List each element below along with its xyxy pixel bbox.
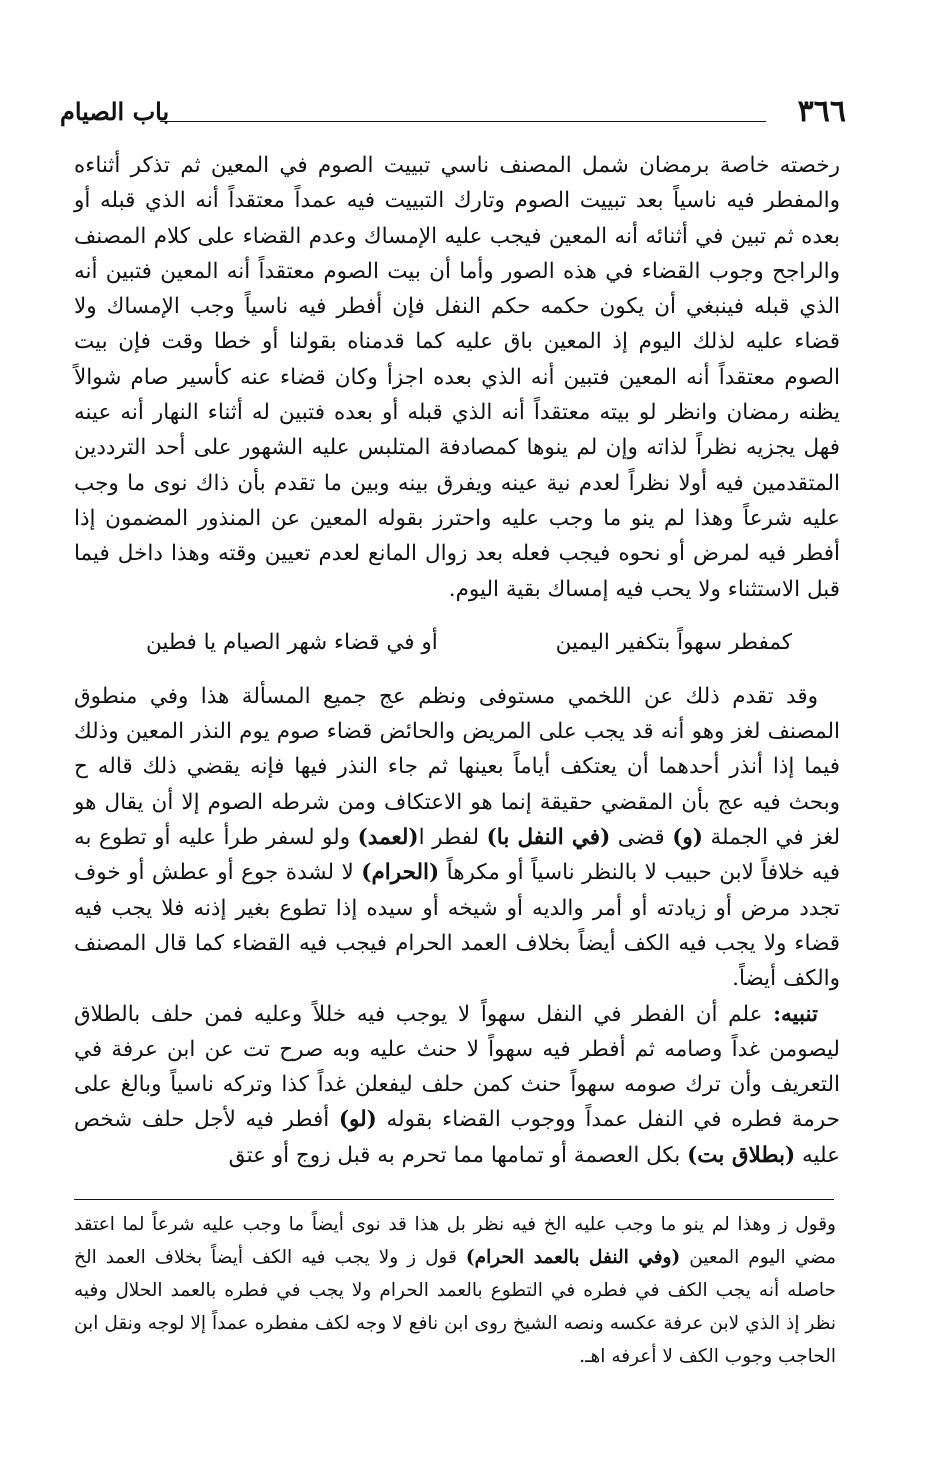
paragraph-2 bbox=[74, 679, 840, 997]
paragraph-2-text: ولو لسفر طرأ عليه أو تطوع به فيه خلافاً لابن حبيب لا بالنظر ناسياً أو مكرهاً bbox=[74, 825, 840, 886]
footnote-rule bbox=[74, 1199, 834, 1200]
matn-quote: (لو) bbox=[338, 1107, 377, 1133]
footnote-text bbox=[74, 1208, 836, 1373]
matn-quote: (و) bbox=[672, 825, 703, 851]
matn-quote: (بطلاق بت) bbox=[687, 1142, 796, 1168]
section-title: باب الصيام bbox=[60, 97, 170, 126]
paragraph-2-text: وقد تقدم ذلك عن اللخمي مستوفى ونظم عج جميع المسألة هذا وفي منطوق المصنف لغز وهو أنه قد يجب على المريض والحائض قضاء صوم يوم النذر المعين وذلك فيما إذا أنذر أحدهما أن يعتكف أياماً بعينها ثم جاء النذر فيها فإنه يقضي ذلك قاله ح وبحث فيه عج بأن المقضي حقيقة إنما هو الاعتكاف ومن شرطه الصوم إلا أن يقال هو لغز في الجملة bbox=[74, 683, 841, 851]
paragraph-1: رخصته خاصة برمضان شمل المصنف ناسي تبييت الصوم في المعين ثم تذكر أثناءه والمفطر فيه ناسياً بعد تبييت الصوم وتارك التبييت فيه عمداً معتقداً أنه الذي قبله أو بعده ثم تبين في أثنائه أنه المعين فيجب عليه الإمساك وعدم القضاء على كلام المصنف والراجح وجوب القضاء في هذه الصور وأما أن بيت الصوم معتقداً أنه المعين فتبين أنه الذي قبله فينبغي أن يكون حكمه حكم النفل فإن أفطر فيه ناسياً وجب الإمساك ولا قضاء عليه لذلك اليوم إذ المعين باق عليه كما قدمناه بقولنا أو خطا وقت فإن بيت الصوم معتقداً أنه المعين فتبين أنه الذي بعده اجزأ وكان قضاء عنه كأسير صام شوالاً يظنه رمضان وانظر لو بيته معتقداً أنه الذي قبله أو بعده فتبين له أثناء النهار أنه عينه فهل يجزيه نظراً لذاته وإن لم ينوها كمصادفة المتلبس عليه الشهور على أحد الترددين المتقدمين فيه أولا نظراً لعدم نية عينه ويفرق بينه وبين ما تقدم بأن ذاك نوى ما وجب عليه شرعاً وهذا لم ينو ما وجب عليه واحترز بقوله المعين عن المنذور المضمون إذا أفطر فيه لمرض أو نحوه فيجب فعله بعد زوال المانع لعدم تعيين وقته وهذا داخل فيما قبل الاستثناء ولا يحب فيه إمساك بقية اليوم. bbox=[74, 153, 841, 602]
paragraph-3-text: بكل العصمة أو تمامها مما تحرم به قبل زوج أو عتق bbox=[228, 1142, 681, 1168]
paragraph-2-text: لفطر ا bbox=[418, 825, 480, 851]
paragraph-2-text: قضى bbox=[617, 825, 665, 851]
verse bbox=[74, 607, 840, 679]
page-number: ٣٦٦ bbox=[797, 94, 846, 129]
matn-quote: (لعمد) bbox=[357, 825, 419, 851]
matn-quote: (الحرام) bbox=[361, 860, 440, 886]
verse-first-hemistich: كمفطر سهواً بتكفير اليمين bbox=[555, 629, 792, 655]
footnote-text-part: قول ز ولا يجب فيه الكف أيضاً بخلاف العمد الخ حاصله أنه يجب الكف في فطره في التطوع بالعمد الحرام ولا يجب في فطره بالعمد الحلال وفيه نظر إذ الذي لابن عرفة عكسه ونصه الشيخ روى ابن نافع لا وجه لكف مفطره عمداً إلا لوجه ونقل ابن الحاجب وجوب الكف لا أعرفه اهـ. bbox=[74, 1247, 836, 1367]
footnote-text-part: وقول ز وهذا لم ينو ما وجب عليه الخ فيه نظر بل هذا قد نوى أيضاً ما وجب عليه شرعاً لما اعتقد مضي اليوم المعين bbox=[74, 1214, 836, 1268]
note-label: تنبيه: bbox=[773, 1001, 818, 1027]
matn-quote: (وفي النفل بالعمد الحرام) bbox=[465, 1247, 681, 1268]
paragraph-3-text: أفطر فيه لأجل حلف شخص عليه bbox=[74, 1107, 840, 1168]
paragraph-2-text: لا لشدة جوع أو عطش أو خوف تجدد مرض أو زيادته أو أمر والديه أو شيخه أو سيده إذا تطوع بغير إذنه فلا يجب فيه قضاء ولا يجب فيه الكف أيضاً بخلاف العمد الحرام فيجب فيه القضاء كما قال المصنف والكف أيضاً. bbox=[74, 860, 840, 992]
matn-quote: (في النفل با) bbox=[486, 825, 611, 851]
paragraph-3 bbox=[74, 997, 840, 1173]
header-rule bbox=[160, 121, 766, 122]
page-header bbox=[60, 92, 846, 132]
footnote bbox=[74, 1208, 836, 1373]
verse-second-hemistich: أو في قضاء شهر الصيام يا فطين bbox=[146, 629, 438, 655]
paragraph-3-text: علم أن الفطر في النفل سهواً لا يوجب فيه خللاً وعليه فمن حلف بالطلاق ليصومن غداً وصامه ثم أفطر فيه سهواً لا حنث عليه وبه صرح تت عن ابن عرفة في التعريف وأن ترك صومه سهواً حنث كمن حلف ليفعلن غداً كذا وتركه ناسياً وبالغ على حرمة فطره في النفل عمداً ووجوب القضاء بقوله bbox=[74, 1001, 840, 1133]
main-text bbox=[74, 148, 840, 1173]
